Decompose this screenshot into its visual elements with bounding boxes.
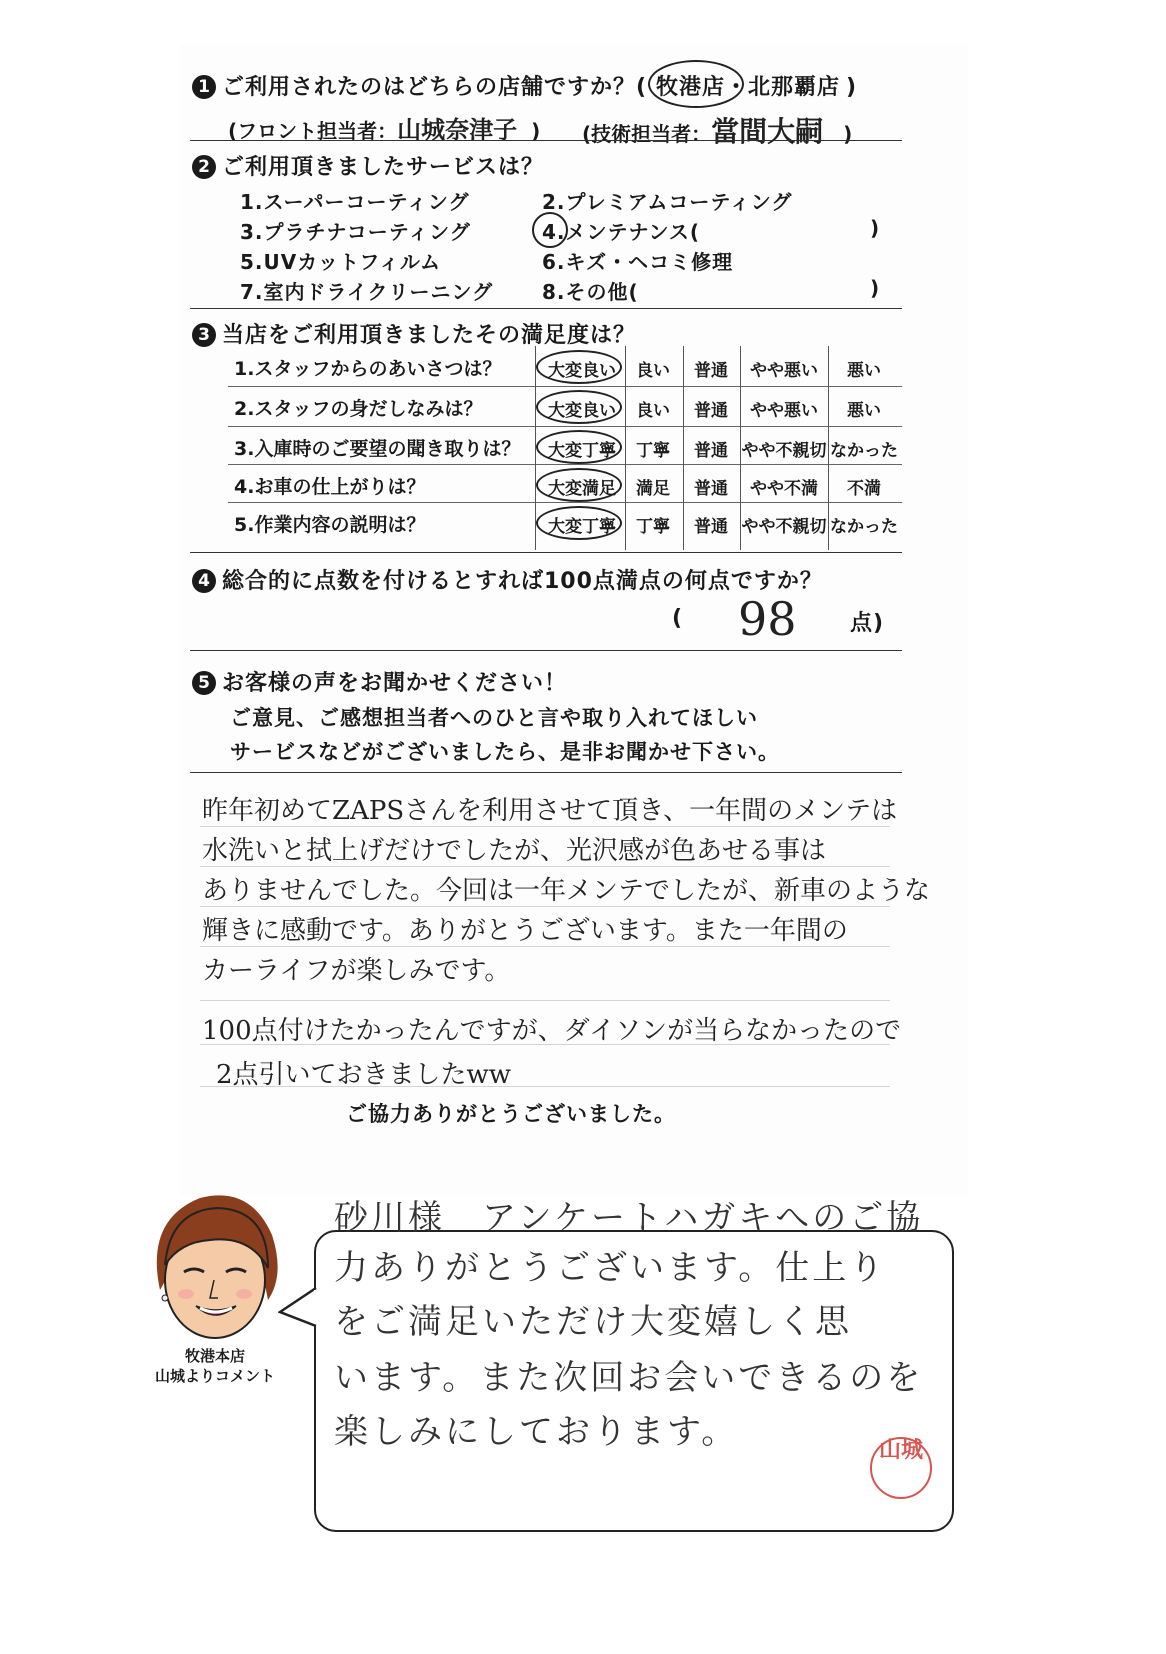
satisfaction-cell-selected: 大変丁寧 (548, 517, 616, 537)
satisfaction-row-label: 3.入庫時のご要望の聞き取りは？ (234, 438, 521, 460)
customer-comment-line: ありませんでした。今回は一年メンテでしたが、新車のような (202, 876, 931, 906)
satisfaction-row-label: 1.スタッフからのあいさつは？ (234, 358, 502, 380)
front-staff-label: (フロント担当者： (228, 119, 398, 143)
satisfaction-cell: なかった (830, 517, 898, 537)
thank-you-footer: ご協力ありがとうございました。 (346, 1102, 676, 1126)
divider (190, 650, 902, 651)
q3-question (192, 318, 636, 349)
reply-line: います。また次回お会いできるのを (334, 1358, 924, 1398)
q2-question (192, 150, 544, 181)
satisfaction-cell: 良い (636, 361, 670, 381)
staff-store: 牧港本店 (184, 1347, 245, 1365)
satisfaction-cell-selected: 大変丁寧 (548, 441, 616, 461)
score-unit: 点) (850, 611, 885, 636)
satisfaction-cell: 普通 (694, 361, 728, 381)
store-selected: 牧港店 (656, 75, 726, 100)
column-separator (535, 346, 536, 550)
divider (190, 552, 902, 553)
customer-comment-line: カーライフが楽しみです。 (202, 956, 511, 986)
tech-staff-close: ) (843, 122, 853, 146)
satisfaction-cell-selected: 大変良い (548, 361, 616, 381)
customer-comment-line: 水洗いと拭上げだけでしたが、光沢感が色あせる事は (202, 836, 827, 866)
satisfaction-cell: 不満 (847, 479, 881, 499)
reply-line: 力ありがとうございます。仕上り (334, 1248, 887, 1288)
q5-description: サービスなどがございましたら、是非お聞かせ下さい。 (230, 740, 780, 764)
satisfaction-table (228, 346, 902, 550)
customer-comment-line: 輝きに感動です。ありがとうございます。また一年間の (202, 916, 848, 946)
reply-line: 楽しみにしております。 (334, 1412, 739, 1452)
selection-circle (536, 430, 622, 464)
seal-stamp: 山城 (870, 1437, 932, 1499)
q1-question-text: ご利用されたのはどちらの店舗ですか？( (222, 75, 648, 100)
staff-avatar-illustration (140, 1180, 290, 1340)
satisfaction-row-label: 4.お車の仕上がりは？ (234, 476, 426, 498)
row-divider (228, 464, 902, 465)
paren-close: ) (870, 216, 881, 240)
satisfaction-cell: やや不親切 (741, 517, 827, 537)
row-divider (228, 502, 902, 503)
service-option-selected: 4.メンテナンス( (542, 220, 701, 244)
service-option: 1.スーパーコーティング (240, 190, 470, 214)
satisfaction-row-label: 2.スタッフの身だしなみは？ (234, 398, 483, 420)
column-separator (625, 346, 626, 550)
service-option: 2.プレミアムコーティング (542, 190, 793, 214)
paren-close: ) (870, 276, 881, 300)
satisfaction-cell: やや悪い (750, 401, 818, 421)
row-divider (228, 426, 902, 427)
satisfaction-cell: やや悪い (750, 361, 818, 381)
satisfaction-cell: 満足 (636, 479, 670, 499)
q5-title-text: お客様の声をお聞かせください！ (222, 671, 568, 696)
satisfaction-cell: 普通 (694, 441, 728, 461)
staff-comment-by: 山城よりコメント (154, 1367, 275, 1385)
tech-staff-name: 當間大嗣 (711, 115, 824, 148)
selection-circle (536, 390, 622, 424)
q3-number: 3 (192, 323, 216, 347)
satisfaction-cell: 悪い (847, 361, 881, 381)
satisfaction-cell: 丁寧 (636, 517, 670, 537)
store-selection-circle (648, 60, 744, 108)
service-selection-circle (532, 212, 568, 248)
selection-circle (536, 350, 622, 384)
store-other: 北那覇店 (748, 75, 841, 100)
q3-question-text: 当店をご利用頂きましたその満足度は？ (222, 323, 637, 348)
q4-question (192, 564, 823, 595)
row-divider (228, 386, 902, 387)
service-option: 8.その他( (542, 280, 639, 304)
column-separator (683, 346, 684, 550)
satisfaction-cell: 丁寧 (636, 441, 670, 461)
tech-staff-label: (技術担当者： (582, 122, 712, 146)
divider (190, 772, 902, 773)
reply-line: をご満足いただけ大変嬉しく思 (334, 1302, 852, 1342)
q1-question (192, 70, 647, 101)
satisfaction-cell-selected: 大変良い (548, 401, 616, 421)
divider (190, 308, 902, 309)
q5-description: ご意見、ご感想担当者へのひと言や取り入れてほしい (230, 706, 758, 730)
customer-comment-line: 昨年初めてZAPSさんを利用させて頂き、一年間のメンテは (202, 796, 898, 826)
service-option: 5.UVカットフィルム (240, 250, 442, 274)
column-separator (828, 346, 829, 550)
q1-number: 1 (192, 75, 216, 99)
satisfaction-row-label: 5.作業内容の説明は？ (234, 514, 426, 536)
tech-staff (582, 110, 852, 150)
front-staff-name: 山城奈津子 (397, 115, 518, 144)
writing-line (200, 1000, 890, 1001)
q2-number: 2 (192, 155, 216, 179)
satisfaction-cell: 普通 (694, 517, 728, 537)
divider (190, 140, 902, 141)
q4-number: 4 (192, 569, 216, 593)
selection-circle (536, 468, 622, 502)
column-separator (740, 346, 741, 550)
satisfaction-cell: 普通 (694, 401, 728, 421)
store-sep: ・ (725, 75, 749, 100)
satisfaction-cell: なかった (830, 441, 898, 461)
satisfaction-cell-selected: 大変満足 (548, 479, 616, 499)
front-staff-close: ) (531, 119, 541, 143)
q2-question-text: ご利用頂きましたサービスは？ (222, 155, 545, 180)
q5-number: 5 (192, 671, 216, 695)
score-value: 98 (738, 592, 797, 646)
satisfaction-cell: 悪い (847, 401, 881, 421)
reply-line: 砂川様 アンケートハガキへのご協 (334, 1198, 924, 1238)
speech-bubble-tail (278, 1284, 318, 1334)
customer-comment-line: 2点引いておきましたww (216, 1060, 512, 1090)
store-close: ) (846, 75, 858, 100)
service-option: 7.室内ドライクリーニング (240, 280, 494, 304)
q4-question-text: 総合的に点数を付けるとすれば100点満点の何点ですか？ (222, 569, 823, 594)
staff-caption (150, 1346, 280, 1386)
service-option: 3.プラチナコーティング (240, 220, 471, 244)
score-open: ( (672, 606, 684, 631)
satisfaction-cell: 普通 (694, 479, 728, 499)
service-option: 6.キズ・ヘコミ修理 (542, 250, 734, 274)
customer-comment-line: 100点付けたかったんですが、ダイソンが当らなかったので (202, 1016, 902, 1046)
satisfaction-cell: やや不満 (750, 479, 818, 499)
q5-title (192, 666, 567, 697)
satisfaction-cell: やや不親切 (741, 441, 827, 461)
satisfaction-cell: 良い (636, 401, 670, 421)
selection-circle (536, 506, 622, 540)
